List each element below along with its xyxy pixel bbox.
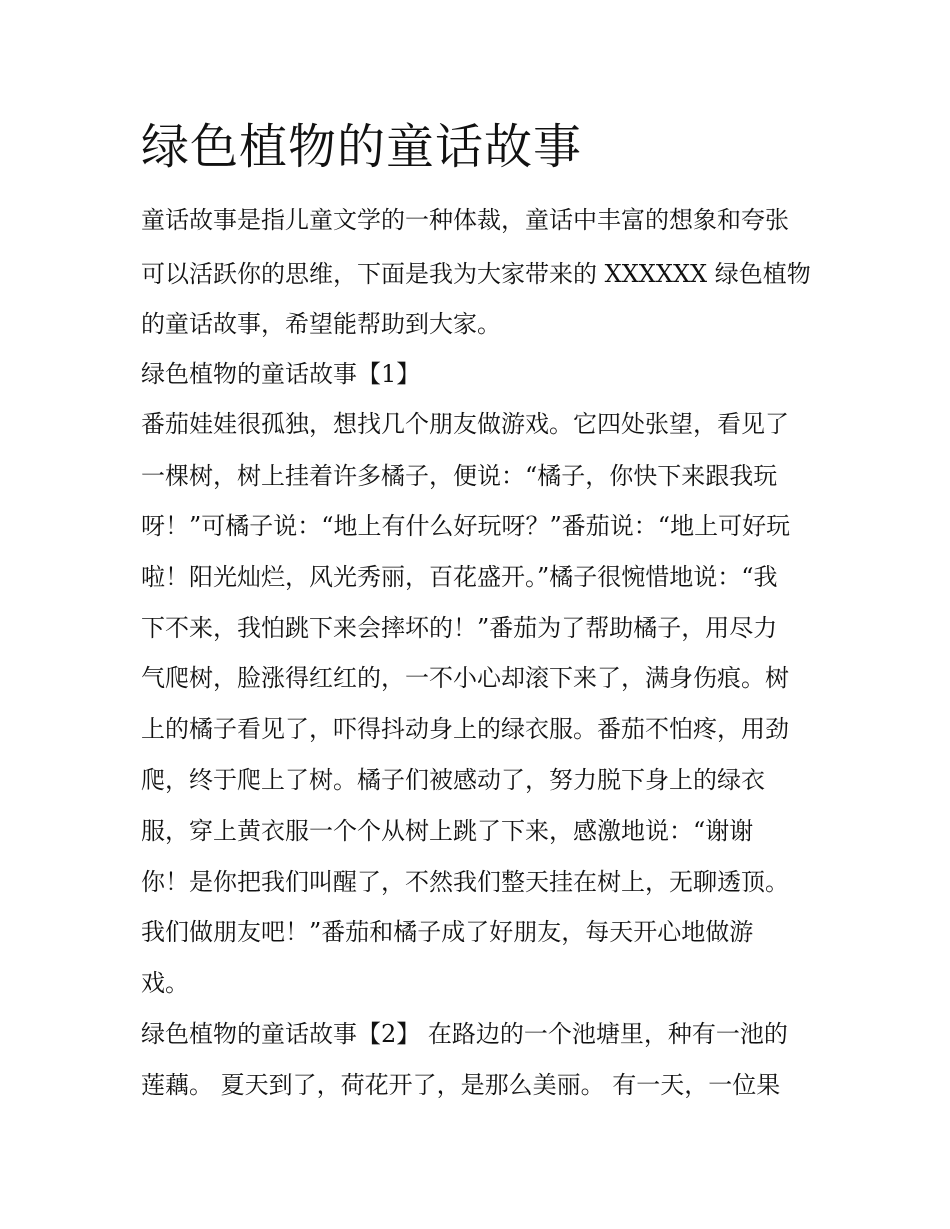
section-1-line-2: 一棵树，树上挂着许多橘子，便说：“橘子，你快下来跟我玩 <box>141 462 778 490</box>
section-2-line-1: 绿色植物的童话故事【2】 在路边的一个池塘里，种有一池的 <box>141 1020 788 1048</box>
section-1-line-3: 呀！”可橘子说：“地上有什么好玩呀？”番茄说：“地上可好玩 <box>141 512 791 540</box>
section-1-line-1: 番茄娃娃很孤独，想找几个朋友做游戏。它四处张望，看见了 <box>141 410 789 438</box>
intro-line-1: 童话故事是指儿童文学的一种体裁，童话中丰富的想象和夸张 <box>141 206 789 234</box>
section-1-heading: 绿色植物的童话故事【1】 <box>141 360 421 388</box>
section-1-line-11: 我们做朋友吧！”番茄和橘子成了好朋友，每天开心地做游 <box>141 918 754 946</box>
section-1-line-12: 戏。 <box>141 969 189 997</box>
section-2-line-2: 莲藕。 夏天到了，荷花开了，是那么美丽。 有一天，一位果 <box>141 1071 781 1099</box>
section-1-line-8: 爬，终于爬上了树。橘子们被感动了，努力脱下身上的绿衣 <box>141 766 765 794</box>
section-1-line-4: 啦！阳光灿烂，风光秀丽，百花盛开。”橘子很惋惜地说：“我 <box>141 563 778 591</box>
intro-line-3: 的童话故事，希望能帮助到大家。 <box>141 310 501 338</box>
section-1-line-7: 上的橘子看见了，吓得抖动身上的绿衣服。番茄不怕疼，用劲 <box>141 715 789 743</box>
intro-line-2: 可以活跃你的思维，下面是我为大家带来的 XXXXXX 绿色植物 <box>141 260 811 288</box>
section-1-line-9: 服，穿上黄衣服一个个从树上跳了下来，感激地说：“谢谢 <box>141 817 754 845</box>
section-1-line-5: 下不来，我怕跳下来会摔坏的！”番茄为了帮助橘子，用尽力 <box>141 614 778 642</box>
section-1-line-6: 气爬树，脸涨得红红的，一不小心却滚下来了，满身伤痕。树 <box>141 664 789 692</box>
section-1-line-10: 你！是你把我们叫醒了，不然我们整天挂在树上，无聊透顶。 <box>141 868 789 896</box>
document-title: 绿色植物的童话故事 <box>141 119 583 175</box>
